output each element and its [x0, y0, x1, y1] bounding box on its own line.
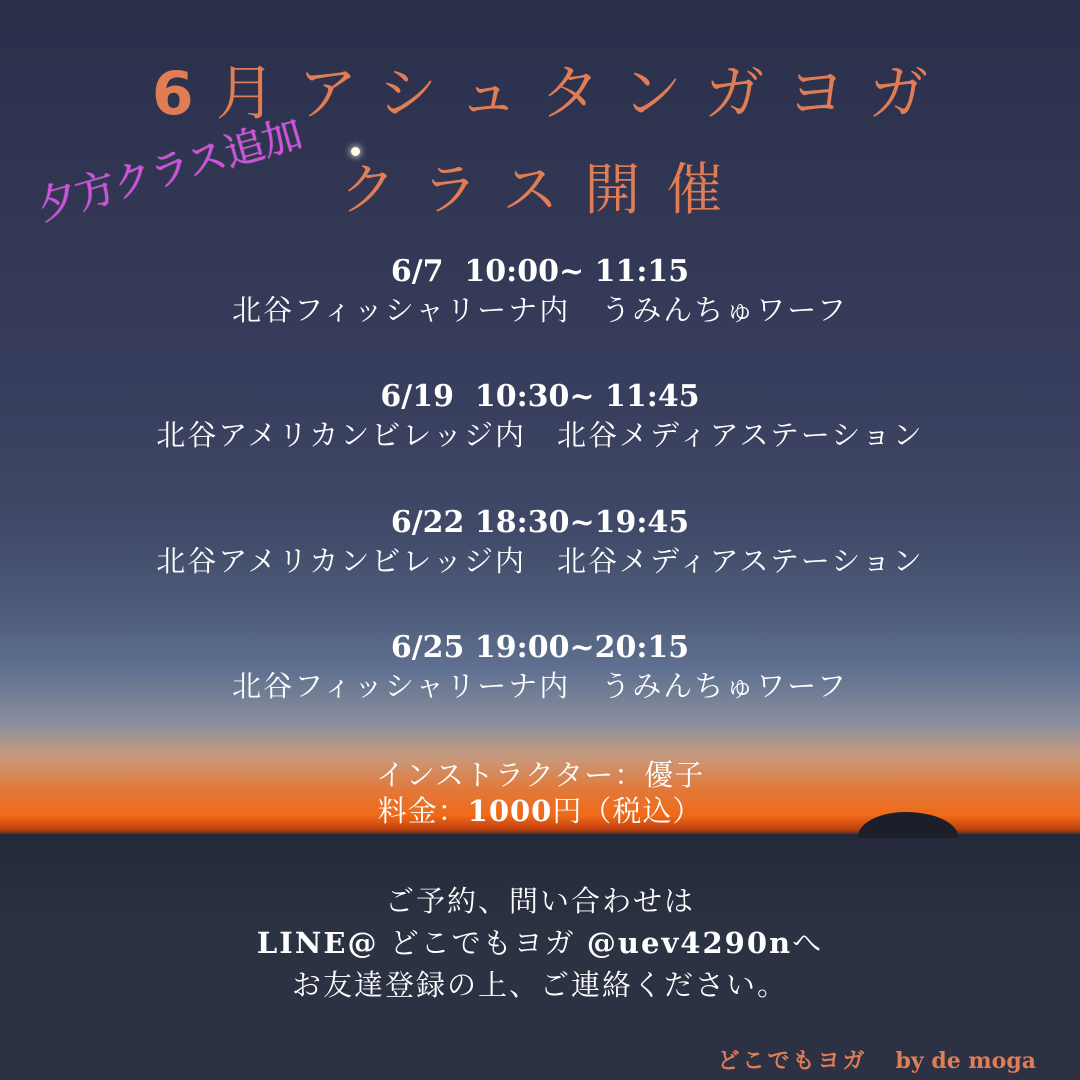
schedule-date: 6/25 19:00~20:15 — [390, 630, 690, 665]
contact-info — [0, 880, 1080, 1006]
evening-class-sticker: 夕方クラス追加 — [32, 110, 307, 230]
footer-brand: どこでもヨガ — [717, 1049, 868, 1074]
schedule-venue: 北谷フィッシャリーナ内 うみんちゅワーフ — [232, 669, 848, 703]
schedule-item-3 — [0, 505, 1080, 581]
schedule-date: 6/19 10:30~ 11:45 — [380, 379, 700, 414]
footer-credit — [718, 1044, 1036, 1075]
line-account-id: @uev4290n — [586, 926, 793, 960]
fee-suffix: 円（税込） — [552, 794, 703, 828]
contact-line-2 — [0, 922, 1080, 964]
schedule-item-2 — [0, 379, 1080, 455]
title-line-1-text: 月アシュタンガヨガ — [215, 59, 951, 129]
schedule-item-4 — [0, 630, 1080, 706]
schedule-venue: 北谷フィッシャリーナ内 うみんちゅワーフ — [232, 293, 848, 327]
footer-by: by de moga — [895, 1048, 1036, 1074]
contact-line-2-suffix: へ — [792, 926, 824, 960]
contact-line-3: お友達登録の上、ご連絡ください。 — [291, 968, 788, 1002]
fee-line — [0, 793, 1080, 829]
line-at-label: LINE@ — [256, 926, 379, 960]
schedule-item-1 — [0, 254, 1080, 330]
schedule-date: 6/7 10:00~ 11:15 — [390, 254, 690, 289]
class-info — [0, 757, 1080, 829]
instructor-line: インストラクター：優子 — [375, 758, 705, 792]
schedule-venue: 北谷アメリカンビレッジ内 北谷メディアステーション — [156, 544, 924, 578]
schedule-venue: 北谷アメリカンビレッジ内 北谷メディアステーション — [156, 418, 924, 452]
title-month-number: 6 — [151, 59, 216, 129]
title-line-2: クラス開催 — [340, 158, 749, 223]
contact-line-1: ご予約、問い合わせは — [384, 884, 695, 918]
schedule-date: 6/22 18:30~19:45 — [390, 505, 690, 540]
fee-amount: 1000 — [467, 794, 553, 828]
fee-label: 料金： — [377, 794, 468, 828]
line-account-name: どこでもヨガ — [389, 926, 576, 960]
title-line-1 — [0, 46, 1080, 132]
